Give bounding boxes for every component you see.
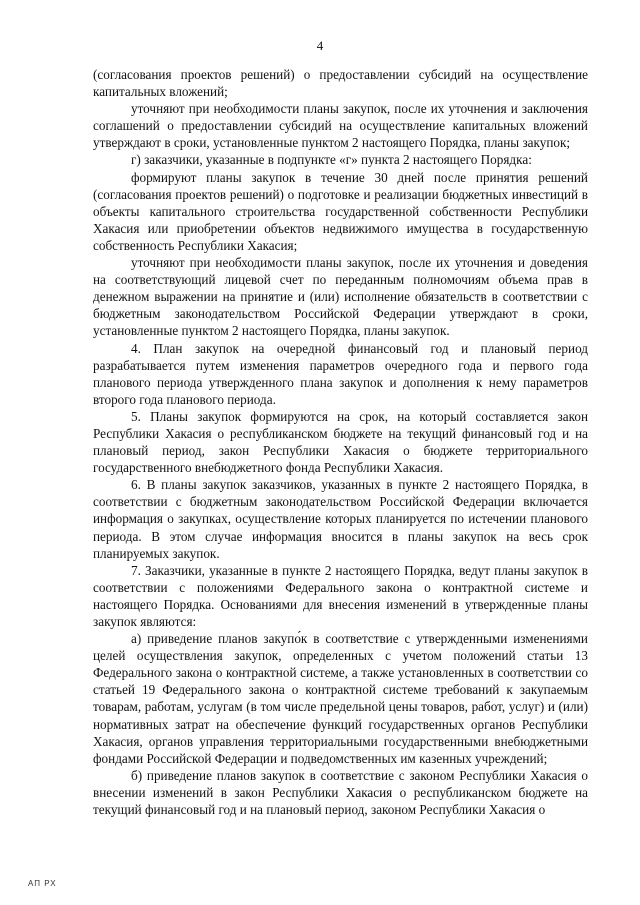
paragraph: г) заказчики, указанные в подпункте «г» пункта 2 настоящего Порядка: [131, 152, 532, 168]
paragraph: 5. Планы закупок формируются на срок, на который составляется закон Республики Хакасия о республиканском бюджете на текущий финансовый год и на плановый период, закон Республики Хакасия о бюджете территориального государственного внебюджетного фонда Республики Хакасия. [93, 408, 588, 476]
paragraph: (согласования проектов решений) о предоставлении субсидий на осуществление капитальных вложений; [93, 67, 588, 100]
paragraph: уточняют при необходимости планы закупок, после их уточнения и доведения на соответствующий лицевой счет по переданным полномочиям объема прав в денежном выражении на принятие и (или) исполнение обязательств в соответствии с бюджетным законодательством Российской Федерации утверждают в сроки, установленные пунктом 2 настоящего Порядка, планы закупок. [93, 255, 588, 339]
paragraph: уточняют при необходимости планы закупок, после их уточнения и заключения соглашений о предоставлении субсидий на осуществление капитальных вложений утверждают в сроки, установленные пунктом 2 настоящего Порядка, планы закупок; [93, 101, 588, 151]
paragraph: формируют планы закупок в течение 30 дней после принятия решений (согласования проектов решений) о подготовке и реализации бюджетных инвестиций в объекты капитального строительства государственной собственности Республики Хакасия или приобретении объектов недвижимого имущества в государственную собственность Республики Хакасия; [93, 169, 588, 253]
paragraph: 7. Заказчики, указанные в пункте 2 настоящего Порядка, ведут планы закупок в соответствии с положениями Федерального закона о контрактной системе и настоящего Порядка. Основаниями для внесения изменений в утвержденные планы закупок являются: [93, 562, 588, 629]
paragraph: 4. План закупок на очередной финансовый год и плановый период разрабатывается путем изменения параметров очередного года и первого года планового периода утвержденного плана закупок и дополнения к нему параметров второго года планового периода. [93, 340, 588, 407]
page-number: 4 [316, 38, 324, 53]
paragraph: б) приведение планов закупок в соответствие с законом Республики Хакасия о внесении изменений в закон Республики Хакасия о республиканском бюджете на текущий финансовый год и на плановый период, законом Республики Хакасия о [93, 767, 588, 818]
document-body [93, 66, 588, 818]
footer-mark: АП РХ [28, 879, 57, 888]
paragraph: 6. В планы закупок заказчиков, указанных в пункте 2 настоящего Порядка, в соответствии с бюджетным законодательством Российской Федерации включается информация о закупках, осуществление которых планируется по истечении планового периода. В этом случае информация вносится в планы закупок на весь срок планируемых закупок. [93, 477, 588, 561]
paragraph: а) приведение планов закупо́к в соответствие с утвержденными изменениями целей осуществления закупок, определенных с учетом положений статьи 13 Федерального закона о контрактной системе, а также установленных в соответствии со статьей 19 Федерального закона о контрактной системе требований к закупаемым товарам, работам, услугам (в том числе предельной цены товаров, работ, услуг) и (или) нормативных затрат на обеспечение функций государственных органов Республики Хакасия, органов управления территориальными государственными внебюджетными фондами Российской Федерации и подведомственных им казенных учреждений; [93, 631, 588, 766]
